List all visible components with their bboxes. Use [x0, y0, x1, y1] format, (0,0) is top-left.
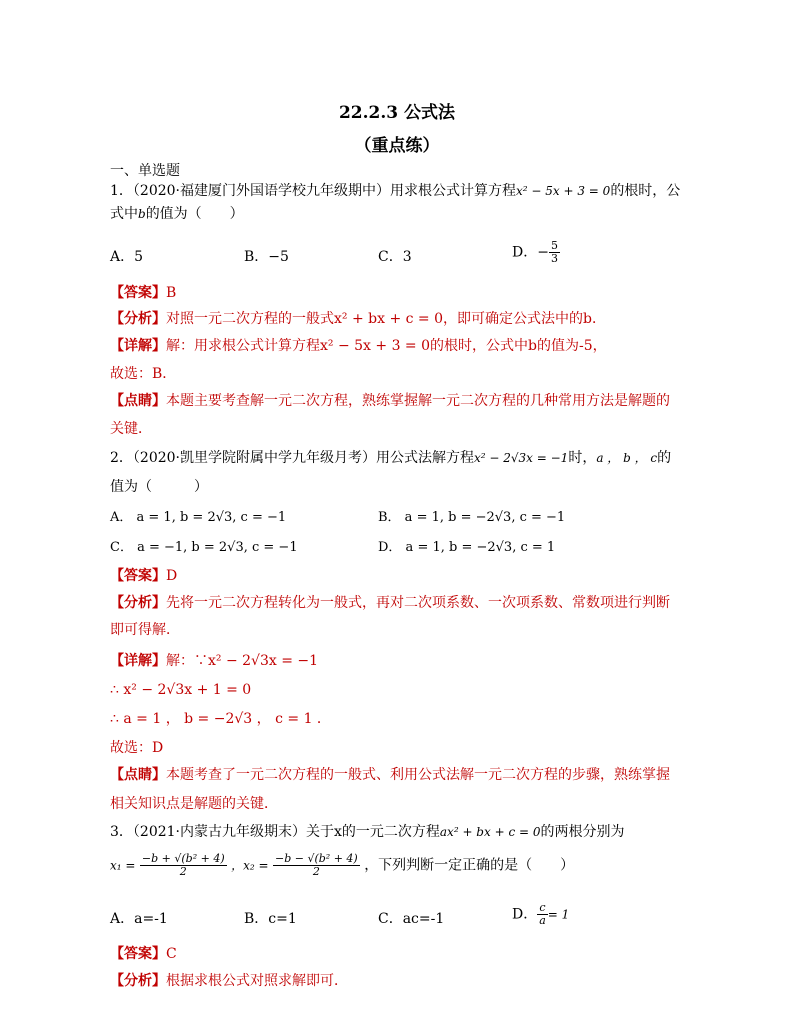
q3-answer: 【答案】C	[110, 946, 177, 962]
q1-detail: 【详解】解：用求根公式计算方程x² − 5x + 3 = 0的根时，公式中b的值为-5，	[110, 338, 607, 354]
q2-comment-line2: 相关知识点是解题的关键．	[110, 796, 278, 812]
q2-analysis-line1: 【分析】先将一元二次方程转化为一般式，再对二次项系数、一次项系数、常数项进行判断	[110, 595, 670, 611]
q2-stem-line2: 值为（ ）	[110, 479, 208, 495]
q2-equation: x² − 2√3x = −1	[474, 451, 569, 465]
q2-option-b: B． a = 1, b = −2√3, c = −1	[378, 510, 566, 525]
section-heading: 一、单选题	[110, 163, 180, 179]
q2-detail-line2: ∴ x² − 2√3x + 1 = 0	[110, 682, 252, 698]
q2-analysis-line2: 即可得解．	[110, 622, 180, 638]
page-title: 22.2.3 公式法	[338, 103, 456, 123]
q1-comment-line1: 【点睛】本题主要考查解一元二次方程，熟练掌握解一元二次方程的几种常用方法是解题的	[110, 393, 670, 409]
q2-choose: 故选：D	[110, 740, 164, 756]
q1-option-d-fraction: $\frac{5}{3}$	[550, 239, 558, 265]
q1-option-b: B．−5	[244, 249, 289, 265]
q3-equation: ax² + bx + c = 0	[439, 825, 541, 839]
q3-option-d-fraction: $\frac{c}{a}$	[539, 901, 546, 927]
q2-answer: 【答案】D	[110, 568, 178, 584]
q3-option-b: B．c=1	[244, 911, 297, 927]
q2-detail-line1: 【详解】解：∵x² − 2√3x = −1	[110, 653, 319, 669]
q1-option-c: C．3	[378, 249, 412, 265]
q3-stem-line2: x₁ = $\frac{\text{−b + √(b² + 4)}}{2}$ ，x₂ = $\frac{\text{−b − √(b² + 4)}}{2}$ ，下列判断一定正确的是（ ）	[110, 852, 575, 878]
q1-option-a: A．5	[110, 249, 144, 265]
q1-comment-line2: 关键．	[110, 421, 152, 437]
q1-equation: x² − 5x + 3 = 0	[516, 184, 611, 198]
q3-x2-fraction: $\frac{\text{−b − √(b² + 4)}}{2}$	[275, 852, 358, 878]
q1-answer: 【答案】B	[110, 285, 177, 301]
q1-stem-line1: 1．（2020·福建厦门外国语学校九年级期中）用求根公式计算方程x² − 5x + 3 = 0的根时，公	[110, 183, 681, 199]
q3-option-c: C．ac=-1	[378, 911, 445, 927]
page-subtitle: （重点练）	[354, 136, 440, 156]
q1-analysis: 【分析】对照一元二次方程的一般式x² + bx + c = 0，即可确定公式法中的b．	[110, 311, 606, 327]
q2-option-d: D． a = 1, b = −2√3, c = 1	[378, 540, 556, 555]
q2-stem-line1: 2．（2020·凯里学院附属中学九年级月考）用公式法解方程x² − 2√3x = −1时，a ， b ， c的	[110, 450, 672, 466]
q3-option-a: A．a=-1	[110, 911, 168, 927]
q2-comment-line1: 【点睛】本题考查了一元二次方程的一般式、利用公式法解一元二次方程的步骤，熟练掌握	[110, 767, 670, 783]
q3-option-d: D． $\frac{c}{a}$ = 1	[512, 901, 570, 927]
q1-stem-line2: 式中b的值为（ ）	[110, 206, 244, 222]
q1-option-d: D．− $\frac{5}{3}$	[512, 239, 558, 265]
q2-option-a: A． a = 1, b = 2√3, c = −1	[110, 510, 287, 525]
q3-x1-fraction: $\frac{\text{−b + √(b² + 4)}}{2}$	[141, 852, 225, 878]
q3-stem-line1: 3．（2021·内蒙古九年级期末）关于x的一元二次方程ax² + bx + c = 0的两根分别为	[110, 824, 625, 840]
q2-detail-line3: ∴ a = 1 ， b = −2√3 ， c = 1 ．	[110, 711, 331, 727]
q3-analysis: 【分析】根据求根公式对照求解即可．	[110, 973, 348, 989]
q1-choose: 故选：B．	[110, 366, 177, 382]
q2-option-c: C． a = −1, b = 2√3, c = −1	[110, 540, 298, 555]
